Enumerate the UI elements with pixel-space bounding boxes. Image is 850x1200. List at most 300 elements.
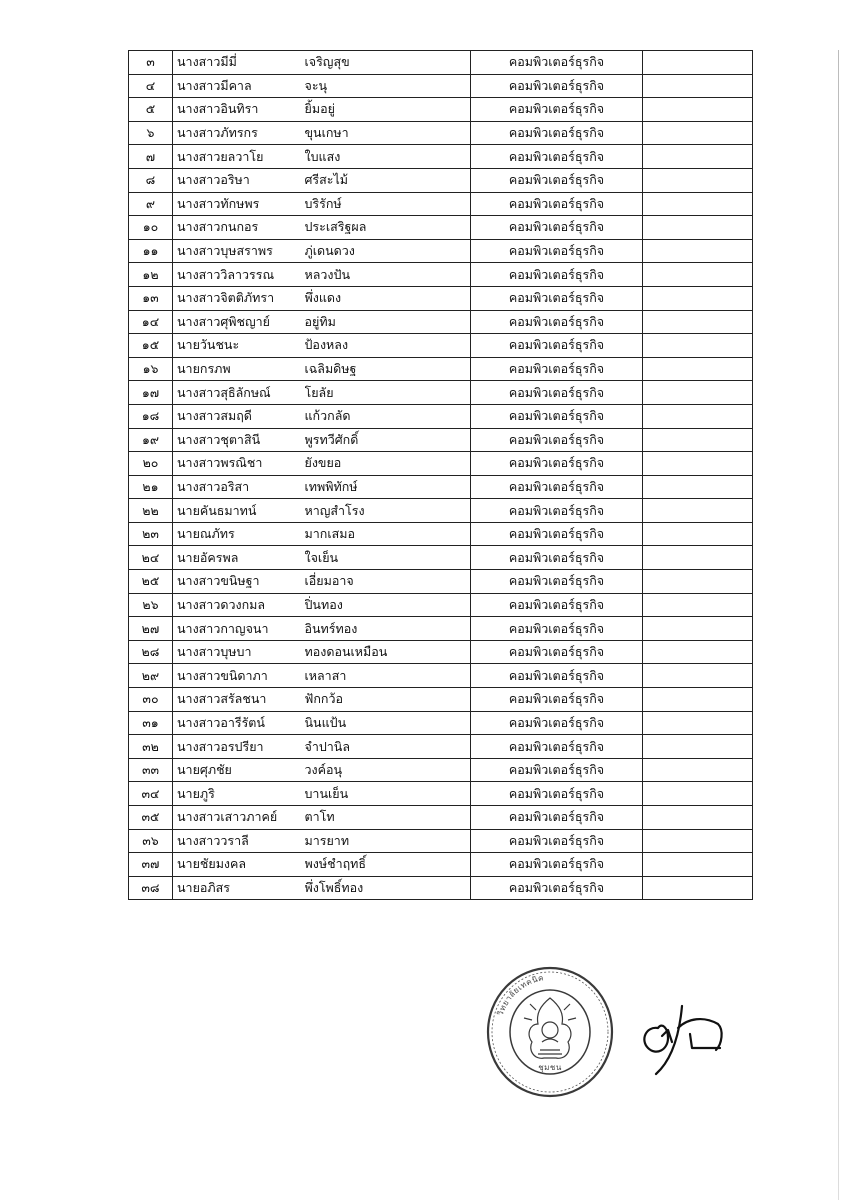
row-number-text: ๖: [146, 125, 155, 141]
table-row: [129, 98, 753, 122]
surname: [305, 168, 471, 192]
major: [471, 593, 643, 617]
row-number-text: ๕: [145, 101, 156, 117]
title-first-name: [173, 758, 305, 782]
major: [471, 876, 643, 900]
row-number-text: ๒๐: [142, 455, 159, 471]
student-list-body: [129, 51, 753, 900]
remark-cell: [643, 546, 753, 570]
table-row: [129, 688, 753, 712]
row-number-text: ๒๘: [141, 644, 160, 660]
student-list-table: [128, 50, 753, 900]
surname: [305, 286, 471, 310]
major: [471, 74, 643, 98]
title-first-name-text: นางสาวบุษบา: [177, 644, 252, 660]
major-text: คอมพิวเตอร์ธุรกิจ: [508, 101, 605, 117]
row-number: [129, 452, 173, 476]
title-first-name: [173, 876, 305, 900]
title-first-name: [173, 98, 305, 122]
table-row: [129, 782, 753, 806]
row-number-text: ๑๖: [142, 361, 159, 377]
title-first-name: [173, 51, 305, 75]
remark-cell: [643, 51, 753, 75]
row-number: [129, 640, 173, 664]
row-number: [129, 853, 173, 877]
surname: [305, 640, 471, 664]
major: [471, 758, 643, 782]
row-number: [129, 664, 173, 688]
surname-text: พูรทวีศักดิ์: [304, 431, 359, 447]
title-first-name: [173, 640, 305, 664]
table-row: [129, 617, 753, 641]
row-number-text: ๓๒: [142, 738, 159, 754]
major: [471, 522, 643, 546]
title-first-name: [173, 829, 305, 853]
major-text: คอมพิวเตอร์ธุรกิจ: [508, 455, 605, 471]
major: [471, 310, 643, 334]
row-number: [129, 121, 173, 145]
table-row: [129, 428, 753, 452]
major: [471, 499, 643, 523]
title-first-name: [173, 168, 305, 192]
surname-text: วงค์อนุ: [304, 762, 343, 778]
title-first-name-text: นายคันธมาทน์: [177, 502, 257, 518]
row-number: [129, 499, 173, 523]
title-first-name: [173, 121, 305, 145]
surname: [305, 263, 471, 287]
major: [471, 216, 643, 240]
row-number: [129, 593, 173, 617]
title-first-name: [173, 74, 305, 98]
row-number-text: ๒๒: [142, 502, 159, 518]
title-first-name-text: นางสาวบุษสราพร: [177, 243, 273, 259]
title-first-name-text: นางสาวสมฤดี: [177, 408, 252, 424]
major: [471, 735, 643, 759]
row-number: [129, 381, 173, 405]
title-first-name-text: นางสาวอินทิรา: [177, 101, 259, 117]
row-number-text: ๑๗: [141, 384, 160, 400]
row-number-text: ๔: [145, 77, 156, 93]
table-row: [129, 499, 753, 523]
major: [471, 853, 643, 877]
remark-cell: [643, 216, 753, 240]
row-number: [129, 711, 173, 735]
row-number-text: ๓: [146, 54, 155, 70]
table-row: [129, 286, 753, 310]
title-first-name-text: นางสาววิลาวรรณ: [177, 266, 275, 282]
surname-text: พึ่งแดง: [304, 290, 342, 306]
major: [471, 428, 643, 452]
surname: [305, 98, 471, 122]
surname-text: หลวงปัน: [304, 266, 351, 282]
surname-text: เจริญสุข: [304, 54, 350, 70]
surname-text: เทพพิทักษ์: [304, 478, 358, 494]
surname-text: เฉลิมดิษฐ: [304, 361, 357, 377]
surname-text: จำปานิล: [304, 738, 351, 754]
major-text: คอมพิวเตอร์ธุรกิจ: [508, 667, 605, 683]
signature: [628, 988, 738, 1078]
title-first-name: [173, 286, 305, 310]
major-text: คอมพิวเตอร์ธุรกิจ: [508, 762, 605, 778]
row-number-text: ๑๐: [142, 219, 159, 235]
table-row: [129, 263, 753, 287]
remark-cell: [643, 98, 753, 122]
surname-text: ทองดอนเหมือน: [304, 644, 388, 660]
title-first-name-text: นางสาวดวงกมล: [177, 596, 266, 612]
remark-cell: [643, 239, 753, 263]
remark-cell: [643, 570, 753, 594]
surname: [305, 381, 471, 405]
surname-text: พึ่งโพธิ์ทอง: [304, 880, 364, 896]
title-first-name: [173, 404, 305, 428]
remark-cell: [643, 168, 753, 192]
table-row: [129, 145, 753, 169]
title-first-name-text: นางสาวยลวาโย: [177, 148, 264, 164]
major: [471, 286, 643, 310]
major-text: คอมพิวเตอร์ธุรกิจ: [508, 691, 605, 707]
title-first-name: [173, 263, 305, 287]
row-number-text: ๑๓: [142, 290, 159, 306]
remark-cell: [643, 381, 753, 405]
major: [471, 829, 643, 853]
remark-cell: [643, 664, 753, 688]
remark-cell: [643, 475, 753, 499]
title-first-name: [173, 192, 305, 216]
row-number: [129, 688, 173, 712]
table-row: [129, 121, 753, 145]
major-text: คอมพิวเตอร์ธุรกิจ: [508, 620, 605, 636]
remark-cell: [643, 617, 753, 641]
row-number-text: ๒๑: [142, 478, 159, 494]
surname-text: บริรักษ์: [304, 195, 342, 211]
table-row: [129, 829, 753, 853]
title-first-name-text: นางสาวอารีรัตน์: [177, 714, 265, 730]
table-row: [129, 475, 753, 499]
surname-text: แก้วกลัด: [304, 408, 351, 424]
row-number: [129, 829, 173, 853]
major: [471, 357, 643, 381]
row-number-text: ๓๐: [142, 691, 159, 707]
row-number: [129, 758, 173, 782]
title-first-name-text: นางสาวชุตาสินี: [177, 431, 261, 447]
row-number: [129, 357, 173, 381]
title-first-name-text: นายกรภพ: [177, 361, 231, 377]
surname: [305, 334, 471, 358]
table-row: [129, 168, 753, 192]
title-first-name: [173, 499, 305, 523]
row-number-text: ๑๑: [142, 243, 159, 259]
major-text: คอมพิวเตอร์ธุรกิจ: [508, 195, 605, 211]
surname: [305, 546, 471, 570]
surname: [305, 570, 471, 594]
surname-text: ป้องหลง: [304, 337, 349, 353]
remark-cell: [643, 145, 753, 169]
major: [471, 98, 643, 122]
major-text: คอมพิวเตอร์ธุรกิจ: [508, 266, 605, 282]
surname-text: ประเสริฐผล: [304, 219, 367, 235]
title-first-name: [173, 570, 305, 594]
row-number-text: ๑๔: [141, 313, 160, 329]
row-number: [129, 51, 173, 75]
major: [471, 640, 643, 664]
table-row: [129, 758, 753, 782]
surname: [305, 688, 471, 712]
major-text: คอมพิวเตอร์ธุรกิจ: [508, 148, 605, 164]
title-first-name-text: นางสาวภัทรกร: [177, 125, 258, 141]
major: [471, 263, 643, 287]
table-row: [129, 664, 753, 688]
table-row: [129, 192, 753, 216]
title-first-name: [173, 334, 305, 358]
remark-cell: [643, 876, 753, 900]
title-first-name: [173, 593, 305, 617]
row-number-text: ๒๔: [141, 549, 160, 565]
surname-text: มารยาท: [304, 832, 350, 848]
major-text: คอมพิวเตอร์ธุรกิจ: [508, 478, 605, 494]
remark-cell: [643, 688, 753, 712]
remark-cell: [643, 853, 753, 877]
row-number-text: ๑๕: [141, 337, 160, 353]
surname-text: ภู่เดนดวง: [304, 243, 355, 259]
remark-cell: [643, 735, 753, 759]
surname-text: โยลัย: [304, 384, 334, 400]
major: [471, 51, 643, 75]
row-number-text: ๒๗: [141, 620, 160, 636]
major-text: คอมพิวเตอร์ธุรกิจ: [508, 832, 605, 848]
surname-text: ฟักกว้อ: [304, 691, 344, 707]
major-text: คอมพิวเตอร์ธุรกิจ: [508, 785, 605, 801]
row-number: [129, 782, 173, 806]
surname: [305, 216, 471, 240]
major: [471, 806, 643, 830]
row-number: [129, 98, 173, 122]
remark-cell: [643, 640, 753, 664]
major: [471, 145, 643, 169]
title-first-name-text: นางสาวมีคาล: [177, 77, 252, 93]
title-first-name: [173, 711, 305, 735]
row-number: [129, 546, 173, 570]
row-number: [129, 428, 173, 452]
row-number: [129, 876, 173, 900]
title-first-name-text: นางสาวกนกอร: [177, 219, 259, 235]
title-first-name-text: นางสาวจิตติภัทรา: [177, 290, 275, 306]
row-number: [129, 310, 173, 334]
surname: [305, 829, 471, 853]
row-number: [129, 735, 173, 759]
remark-cell: [643, 758, 753, 782]
surname-text: จะนุ: [304, 77, 328, 93]
title-first-name: [173, 216, 305, 240]
title-first-name-text: นางสาวขนิดาภา: [177, 667, 268, 683]
surname: [305, 475, 471, 499]
surname-text: บานเย็น: [304, 785, 349, 801]
title-first-name: [173, 475, 305, 499]
row-number-text: ๓๕: [141, 809, 160, 825]
title-first-name-text: นางสาวพรณิชา: [177, 455, 263, 471]
row-number-text: ๓๘: [141, 880, 160, 896]
row-number-text: ๘: [145, 172, 156, 188]
surname-text: เหลาสา: [304, 667, 347, 683]
surname: [305, 310, 471, 334]
row-number: [129, 334, 173, 358]
major: [471, 711, 643, 735]
table-row: [129, 593, 753, 617]
row-number-text: ๗: [145, 148, 156, 164]
row-number-text: ๓๑: [142, 714, 159, 730]
row-number: [129, 570, 173, 594]
title-first-name-text: นายศุภชัย: [177, 762, 232, 778]
seal-inner-text: ชุมชน: [538, 1063, 562, 1072]
row-number: [129, 192, 173, 216]
major-text: คอมพิวเตอร์ธุรกิจ: [508, 54, 605, 70]
table-row: [129, 239, 753, 263]
surname: [305, 735, 471, 759]
row-number: [129, 617, 173, 641]
remark-cell: [643, 357, 753, 381]
surname-text: ใบแสง: [304, 148, 341, 164]
major: [471, 239, 643, 263]
row-number-text: ๒๙: [141, 667, 160, 683]
surname: [305, 782, 471, 806]
major-text: คอมพิวเตอร์ธุรกิจ: [508, 596, 605, 612]
remark-cell: [643, 806, 753, 830]
row-number: [129, 286, 173, 310]
major-text: คอมพิวเตอร์ธุรกิจ: [508, 219, 605, 235]
table-row: [129, 853, 753, 877]
table-row: [129, 404, 753, 428]
major-text: คอมพิวเตอร์ธุรกิจ: [508, 856, 605, 872]
major: [471, 168, 643, 192]
title-first-name-text: นายอภิสร: [177, 880, 230, 896]
seal-ring-text: วิทยาลัยเทคนิค: [495, 973, 545, 1017]
major: [471, 404, 643, 428]
major-text: คอมพิวเตอร์ธุรกิจ: [508, 172, 605, 188]
surname: [305, 593, 471, 617]
row-number: [129, 145, 173, 169]
major: [471, 570, 643, 594]
major-text: คอมพิวเตอร์ธุรกิจ: [508, 526, 605, 542]
major-text: คอมพิวเตอร์ธุรกิจ: [508, 809, 605, 825]
remark-cell: [643, 711, 753, 735]
title-first-name: [173, 452, 305, 476]
official-seal: [470, 962, 630, 1102]
table-row: [129, 216, 753, 240]
row-number: [129, 168, 173, 192]
title-first-name-text: นางสาวกาญจนา: [177, 620, 269, 636]
row-number: [129, 404, 173, 428]
row-number-text: ๓๖: [142, 832, 159, 848]
title-first-name-text: นางสาวอริษา: [177, 172, 250, 188]
row-number: [129, 216, 173, 240]
remark-cell: [643, 452, 753, 476]
surname: [305, 711, 471, 735]
remark-cell: [643, 286, 753, 310]
title-first-name-text: นายชัยมงคล: [177, 856, 247, 872]
title-first-name-text: นางสาวอริสา: [177, 478, 250, 494]
title-first-name: [173, 806, 305, 830]
major: [471, 546, 643, 570]
major: [471, 381, 643, 405]
title-first-name: [173, 522, 305, 546]
title-first-name: [173, 782, 305, 806]
title-first-name: [173, 381, 305, 405]
row-number: [129, 74, 173, 98]
title-first-name: [173, 664, 305, 688]
major-text: คอมพิวเตอร์ธุรกิจ: [508, 384, 605, 400]
surname-text: มากเสมอ: [304, 526, 355, 542]
major: [471, 334, 643, 358]
table-row: [129, 735, 753, 759]
title-first-name-text: นายภูริ: [177, 785, 215, 801]
major-text: คอมพิวเตอร์ธุรกิจ: [508, 408, 605, 424]
row-number: [129, 263, 173, 287]
row-number: [129, 239, 173, 263]
row-number-text: ๑๒: [142, 266, 159, 282]
surname-text: ตาโท: [304, 809, 335, 825]
major-text: คอมพิวเตอร์ธุรกิจ: [508, 125, 605, 141]
surname: [305, 806, 471, 830]
surname: [305, 145, 471, 169]
table-row: [129, 452, 753, 476]
title-first-name: [173, 310, 305, 334]
surname: [305, 664, 471, 688]
table-row: [129, 876, 753, 900]
remark-cell: [643, 263, 753, 287]
title-first-name-text: นางสาวสรัลชนา: [177, 691, 267, 707]
surname-text: อยู่ทิม: [304, 313, 336, 329]
remark-cell: [643, 192, 753, 216]
row-number-text: ๒๓: [142, 526, 159, 542]
surname-text: พงษ์ชำฤทธิ์: [304, 856, 367, 872]
surname-text: ศรีสะไม้: [304, 172, 349, 188]
table-row: [129, 74, 753, 98]
title-first-name-text: นางสาวอรปรียา: [177, 738, 264, 754]
surname: [305, 74, 471, 98]
table-row: [129, 546, 753, 570]
major: [471, 121, 643, 145]
title-first-name: [173, 357, 305, 381]
table-row: [129, 51, 753, 75]
table-row: [129, 640, 753, 664]
table-row: [129, 522, 753, 546]
major-text: คอมพิวเตอร์ธุรกิจ: [508, 549, 605, 565]
surname: [305, 522, 471, 546]
surname: [305, 758, 471, 782]
title-first-name: [173, 428, 305, 452]
surname-text: ยังขยอ: [304, 455, 342, 471]
surname: [305, 121, 471, 145]
surname: [305, 499, 471, 523]
remark-cell: [643, 428, 753, 452]
title-first-name-text: นางสาวมีมี่: [177, 54, 237, 70]
remark-cell: [643, 74, 753, 98]
scan-edge-line: [838, 50, 839, 1200]
row-number-text: ๙: [145, 195, 156, 211]
row-number: [129, 806, 173, 830]
row-number-text: ๑๙: [141, 431, 160, 447]
title-first-name-text: นายวันชนะ: [177, 337, 240, 353]
major-text: คอมพิวเตอร์ธุรกิจ: [508, 502, 605, 518]
title-first-name: [173, 617, 305, 641]
remark-cell: [643, 121, 753, 145]
major-text: คอมพิวเตอร์ธุรกิจ: [508, 313, 605, 329]
surname: [305, 876, 471, 900]
surname-text: หาญสำโรง: [304, 502, 365, 518]
table-row: [129, 357, 753, 381]
surname: [305, 617, 471, 641]
title-first-name: [173, 688, 305, 712]
major-text: คอมพิวเตอร์ธุรกิจ: [508, 337, 605, 353]
